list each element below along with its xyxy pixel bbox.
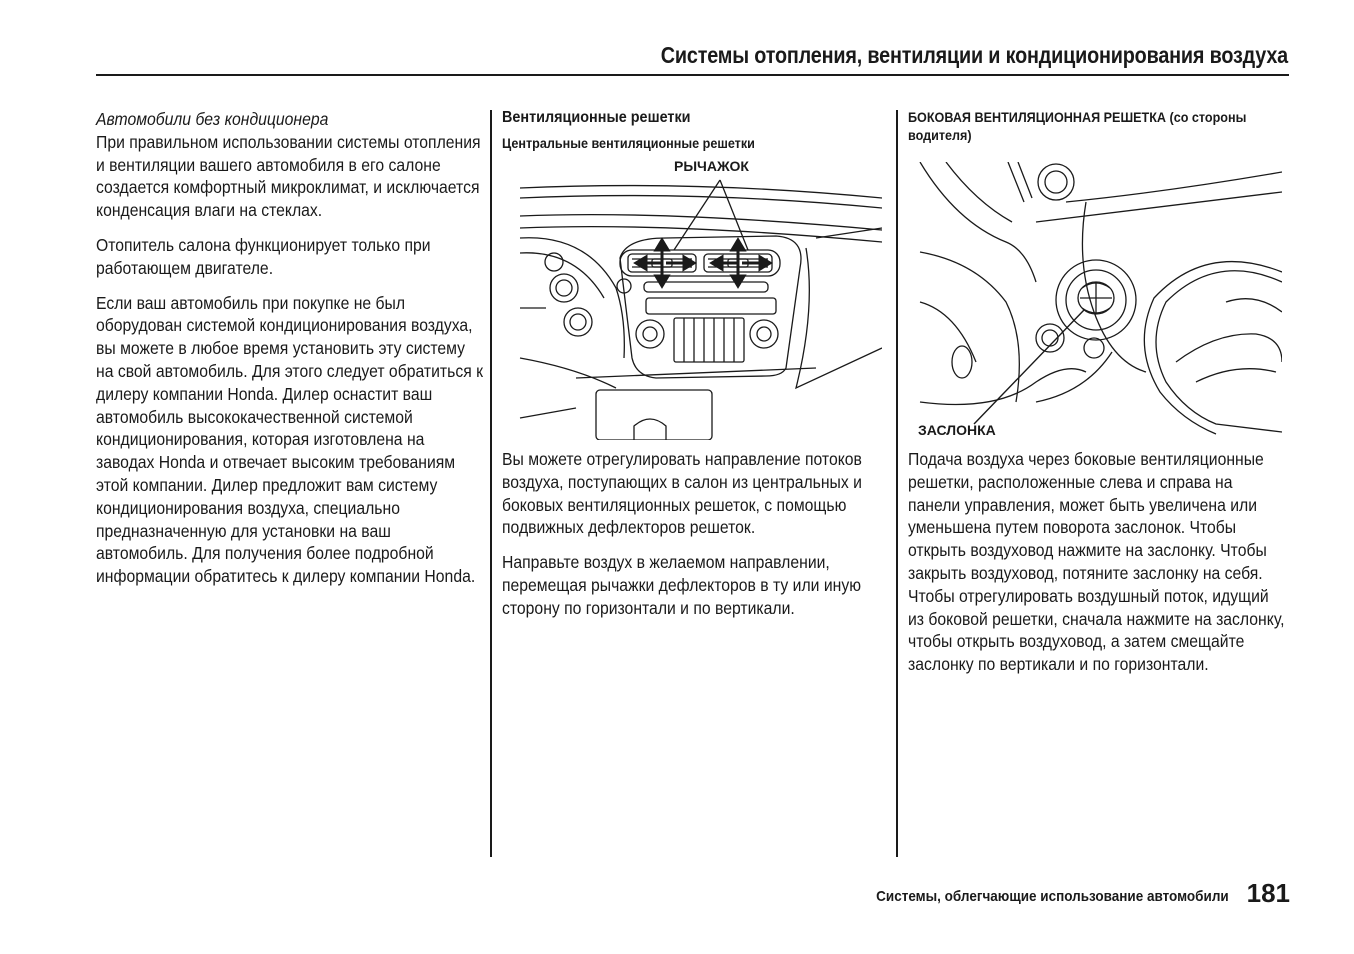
col1-paragraph-3: Если ваш автомобиль при покупке не был оборудован системой кондиционирования воздуха, вы можете в любое время установить эту систему на свой автомобиль. Для этого следует обратиться к дилеру компании Honda. Дилер оснастит ваш автомобиль высококачественной системой кондиционирования, которая изготовлена на заводах Honda и отвечает высоким требованиям этой компании. Дилер предложит вам систему кондиционирования воздуха, специально предназначенную для установки на ваш автомобиль. Для получения более подробной информации обратитесь к дилеру компании Honda. [96, 292, 483, 587]
column-divider-1 [490, 110, 492, 857]
lever-label: РЫЧАЖОК [674, 158, 749, 174]
col2-subheading: Центральные вентиляционные решетки [502, 135, 755, 151]
footer-section-title: Системы, облегчающие использование автомобили [876, 888, 1229, 905]
side-vent-figure [916, 162, 1282, 442]
col2-paragraph-2: Направьте воздух в желаемом направлении, перемещая рычажки дефлекторов в ту или иную сторону по горизонтали и по вертикали. [502, 552, 862, 618]
column-3 [908, 108, 1288, 144]
side-vent-illustration [916, 162, 1282, 442]
central-vents-illustration [516, 158, 882, 440]
header-rule [96, 74, 1289, 76]
column-2-text [502, 448, 884, 632]
column-3-text [908, 448, 1288, 688]
column-1 [96, 108, 486, 600]
col2-paragraph-1: Вы можете отрегулировать направление потоков воздуха, поступающих в салон из центральных и боковых вентиляционных решеток, с помощью подвижных дефлекторов решеток. [502, 449, 862, 538]
col1-paragraph-2: Отопитель салона функционирует только при работающем двигателе. [96, 234, 431, 278]
page-number: 181 [1246, 878, 1290, 908]
column-divider-2 [896, 110, 898, 857]
col3-paragraph-1: Подача воздуха через боковые вентиляционные решетки, расположенные слева и справа на панели управления, может быть увеличена или уменьшена путем поворота заслонок. Чтобы открыть воздуховод нажмите на заслонку. Чтобы закрыть воздуховод, потяните заслонку на себя. Чтобы отрегулировать воздушный поток, идущий из боковой решетки, сначала нажмите на заслонку, чтобы открыть воздуховод, а затем смещайте заслонку по вертикали и по горизонтали. [908, 449, 1285, 675]
col3-heading: БОКОВАЯ ВЕНТИЛЯЦИОННАЯ РЕШЕТКА (со стороны водителя) [908, 109, 1247, 143]
col1-subheading: Автомобили без кондиционера [96, 109, 329, 129]
col1-paragraph-1: При правильном использовании системы отопления и вентиляции вашего автомобиля в его салоне создается комфортный микроклимат, и исключается конденсация влаги на стеклах. [96, 131, 481, 221]
page-title: Системы отопления, вентиляции и кондиционирования воздуха [660, 42, 1288, 68]
col2-heading: Вентиляционные решетки [502, 109, 691, 126]
damper-label: ЗАСЛОНКА [918, 422, 996, 438]
column-2 [502, 108, 884, 152]
central-vents-figure [516, 158, 882, 440]
